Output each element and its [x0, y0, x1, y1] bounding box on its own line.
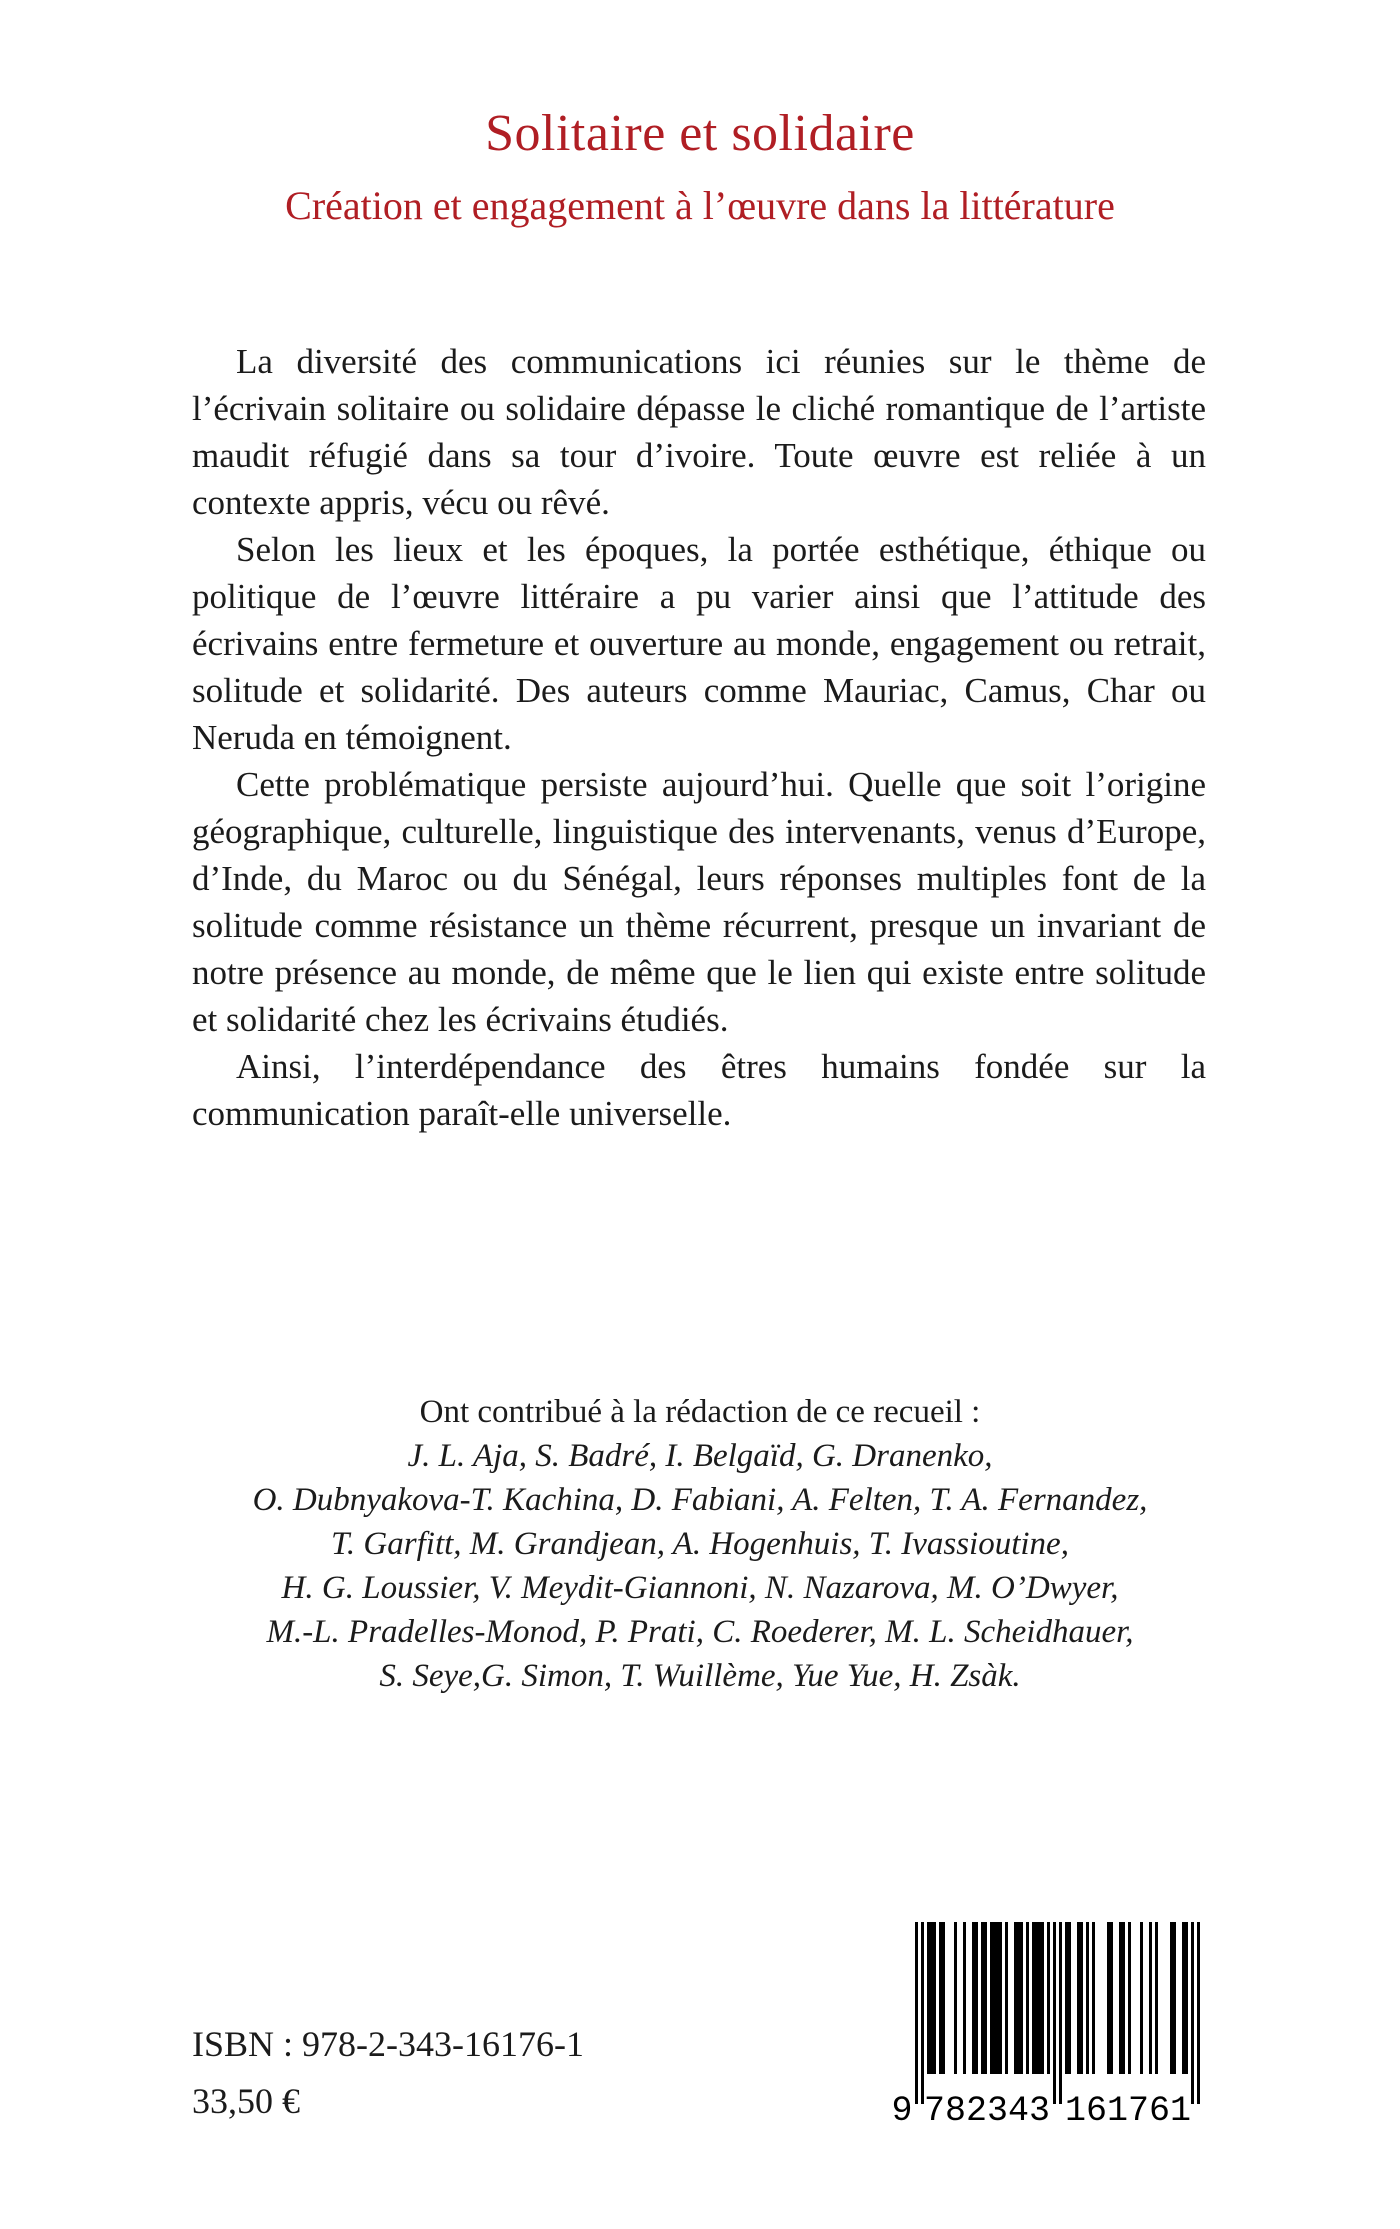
barcode-digit-group: 782343: [923, 2091, 1051, 2124]
barcode: [893, 1922, 1203, 2124]
synopsis-paragraph: Ainsi, l’interdépendance des êtres humains fondée sur la communication paraît-elle universelle.: [192, 1047, 1206, 1133]
isbn-text: ISBN : 978-2-343-16176-1: [192, 2024, 584, 2064]
contributor-line: S. Seye,G. Simon, T. Wuillème, Yue Yue, H. Zsàk.: [379, 1658, 1021, 1694]
contributor-line: J. L. Aja, S. Badré, I. Belgaïd, G. Dranenko,: [407, 1438, 993, 1474]
book-subtitle: Création et engagement à l’œuvre dans la littérature: [285, 183, 1115, 228]
contributor-line: M.-L. Pradelles-Monod, P. Prati, C. Roederer, M. L. Scheidhauer,: [266, 1614, 1134, 1650]
barcode-bars: [915, 1922, 1200, 2104]
barcode-svg: [893, 1922, 1203, 2124]
synopsis: [192, 338, 1206, 1137]
barcode-digit-group: 9: [893, 2091, 913, 2124]
isbn-block: [192, 2016, 584, 2130]
synopsis-paragraph: Cette problématique persiste aujourd’hui. Quelle que soit l’origine géographique, culturelle, linguistique des intervenants, venus d’Europe, d’Inde, du Maroc ou du Sénégal, leurs réponses multiples font de la solitude comme résistance un thème récurrent, presque un invariant de notre présence au monde, de même que le lien qui existe entre solitude et solidarité chez les écrivains étudiés.: [192, 765, 1206, 1039]
barcode-digit-group: 161761: [1064, 2091, 1192, 2124]
contributor-line: H. G. Loussier, V. Meydit-Giannoni, N. Nazarova, M. O’Dwyer,: [281, 1570, 1119, 1606]
contributors-section: [0, 1390, 1400, 1698]
synopsis-paragraph: Selon les lieux et les époques, la portée esthétique, éthique ou politique de l’œuvre littéraire a pu varier ainsi que l’attitude des écrivains entre fermeture et ouverture au monde, engagement ou retrait, solitude et solidarité. Des auteurs comme Mauriac, Camus, Char ou Neruda en témoignent.: [192, 530, 1206, 757]
contributors-heading: Ont contribué à la rédaction de ce recueil :: [419, 1394, 981, 1430]
book-title: Solitaire et solidaire: [485, 105, 915, 162]
contributor-line: O. Dubnyakova-T. Kachina, D. Fabiani, A. Felten, T. A. Fernandez,: [252, 1482, 1148, 1518]
contributor-line: T. Garfitt, M. Grandjean, A. Hogenhuis, T. Ivassioutine,: [331, 1526, 1069, 1562]
price-text: 33,50 €: [192, 2081, 300, 2121]
synopsis-paragraph: La diversité des communications ici réunies sur le thème de l’écrivain solitaire ou solidaire dépasse le cliché romantique de l’artiste maudit réfugié dans sa tour d’ivoire. Toute œuvre est reliée à un contexte appris, vécu ou rêvé.: [192, 342, 1206, 522]
